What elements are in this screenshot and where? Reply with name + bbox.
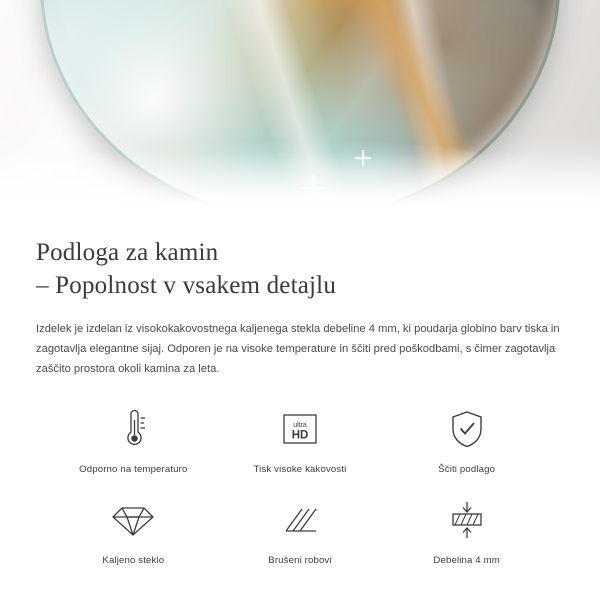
feature-label: Odporno na temperaturo xyxy=(79,463,188,475)
feature-label: Kaljeno steklo xyxy=(102,554,165,566)
diamond-icon xyxy=(112,499,154,541)
feature-label: Ščiti podlago xyxy=(438,463,496,475)
content-area xyxy=(0,222,600,566)
feature-item-tempered-glass xyxy=(50,499,217,566)
page-title-line-1: Podloga za kamin xyxy=(36,239,219,266)
svg-text:ultra: ultra xyxy=(293,421,307,429)
feature-label: Debelina 4 mm xyxy=(433,554,500,566)
feature-item-polished-edges xyxy=(217,499,384,566)
polished-edges-icon xyxy=(280,499,320,541)
hero-image xyxy=(0,0,600,222)
feature-item-print-quality xyxy=(217,408,384,475)
thermometer-icon xyxy=(114,408,152,450)
thickness-arrows-icon xyxy=(447,499,487,541)
feature-item-temperature xyxy=(50,408,217,475)
shield-check-icon xyxy=(448,408,486,450)
page-title xyxy=(36,236,564,302)
svg-text:HD: HD xyxy=(291,429,309,442)
feature-item-protects-surface xyxy=(383,408,550,475)
page-title-line-2: – Popolnost v vsakem detajlu xyxy=(36,272,337,299)
ultra-hd-icon xyxy=(280,408,320,450)
feature-item-thickness xyxy=(383,499,550,566)
feature-label: Tisk visoke kakovosti xyxy=(253,463,347,475)
feature-label: Brušeni robovi xyxy=(268,554,332,566)
hero-fade-overlay xyxy=(0,152,600,222)
feature-grid xyxy=(36,408,564,566)
product-description: Izdelek je izdelan iz visokokakovostnega kaljenega stekla debeline 4 mm, ki poudarja globino barv tiska in zagotavlja elegantne sijaj. Odporen je na visoke temperature in ščiti pred poškodbami, s čimer zagotavlja zaščito prostora okoli kamina za leta. xyxy=(36,323,560,375)
